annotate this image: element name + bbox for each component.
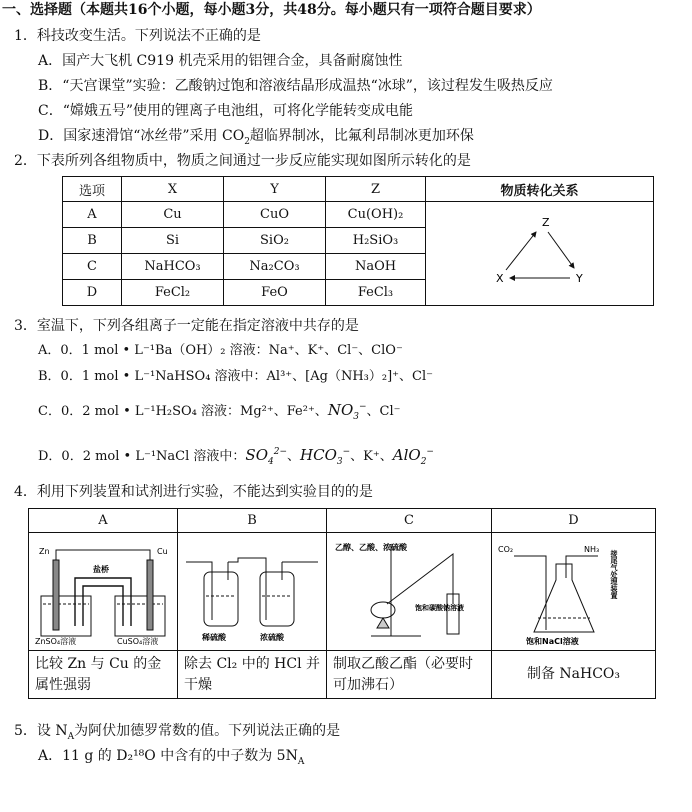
q4-apparatus-b-cell bbox=[178, 533, 327, 651]
q3-c-ion: $NO_3^-$ bbox=[327, 401, 367, 422]
q2-row-c-y: Na₂CO₃ bbox=[224, 254, 326, 280]
q2-row-c-x: NaHCO₃ bbox=[122, 254, 224, 280]
q1-option-d[interactable] bbox=[38, 126, 474, 146]
q2-row-b-x: Si bbox=[122, 228, 224, 254]
q4-apparatus-d bbox=[494, 534, 654, 646]
q5-stem: 5．设 $N_A$为阿伏加德罗常数的值。下列说法正确的是 bbox=[14, 723, 341, 742]
label-cuso4: CuSO₄溶液 bbox=[117, 636, 159, 646]
q4-table bbox=[28, 508, 656, 699]
cu-electrode bbox=[147, 560, 153, 630]
q3-option-c[interactable] bbox=[38, 400, 401, 422]
q5-option-a[interactable]: A．11 g 的 D₂¹⁸O 中含有的中子数为 $5N_A$ bbox=[38, 748, 305, 767]
q3-option-a[interactable]: A．0．1 mol • L⁻¹Ba（OH）₂ 溶液：Na⁺、K⁺、Cl⁻、ClO⁻ bbox=[38, 343, 403, 358]
q2-header-y: Y bbox=[224, 177, 326, 202]
q2-triangle-diagram bbox=[490, 212, 590, 292]
q1-option-c[interactable]: C．“嫦娥五号”使用的锂离子电池组，可将化学能转变成电能 bbox=[38, 103, 414, 119]
label-znso4: ZnSO₄溶液 bbox=[35, 636, 77, 646]
wash-bottle-left bbox=[204, 572, 238, 626]
q3-d-mid: 、K⁺、 bbox=[350, 449, 393, 464]
q3-d-ion-bicarbonate: $HCO_3^-$ bbox=[300, 446, 351, 467]
q2-header-relation: 物质转化关系 bbox=[426, 177, 654, 202]
q4-stem: 4．利用下列装置和试剂进行实验，不能达到实验目的的是 bbox=[14, 484, 373, 500]
q2-header-z: Z bbox=[326, 177, 426, 202]
q4-header-b: B bbox=[178, 509, 327, 533]
salt-bridge bbox=[75, 578, 131, 626]
q4-apparatus-c-cell bbox=[327, 533, 492, 651]
q2-row-d-x: FeCl₂ bbox=[122, 280, 224, 306]
q2-row-b-z: H₂SiO₃ bbox=[326, 228, 426, 254]
q3-option-d[interactable] bbox=[38, 445, 434, 467]
q3-option-b[interactable]: B．0．1 mol • L⁻¹NaHSO₄ 溶液中：Al³⁺、[Ag（NH₃）₂]⁺、Cl⁻ bbox=[38, 369, 433, 384]
q1-stem: 1．科技改变生活。下列说法不正确的是 bbox=[14, 28, 261, 44]
q2-header-x: X bbox=[122, 177, 224, 202]
label-conc-h2so4: 浓硫酸 bbox=[260, 632, 284, 642]
conical-flask bbox=[534, 564, 594, 632]
q2-diagram-cell bbox=[426, 202, 654, 306]
q4-apparatus-d-cell bbox=[492, 533, 656, 651]
q4-apparatus-c bbox=[331, 534, 487, 646]
q2-row-b-option: B bbox=[63, 228, 122, 254]
label-salt-bridge: 盐桥 bbox=[93, 564, 109, 574]
q4-caption-b: 除去 Cl₂ 中的 HCl 并干燥 bbox=[178, 651, 327, 699]
q2-row-a-z: Cu(OH)₂ bbox=[326, 202, 426, 228]
q2-arrow-x-z bbox=[506, 232, 536, 270]
q2-diagram-y: Y bbox=[575, 271, 583, 285]
label-nacl: 饱和NaCl溶液 bbox=[525, 636, 579, 646]
q4-caption-a: 比较 Zn 与 Cu 的金属性强弱 bbox=[29, 651, 178, 699]
label-reagents: 乙醇、乙酸、浓硫酸 bbox=[335, 542, 407, 552]
wash-bottle-right bbox=[260, 572, 294, 626]
q4-header-c: C bbox=[327, 509, 492, 533]
q3-c-post: 、Cl⁻ bbox=[366, 404, 401, 419]
q2-row-a-y: CuO bbox=[224, 202, 326, 228]
q2-row-a-option: A bbox=[63, 202, 122, 228]
q4-apparatus-a bbox=[33, 534, 173, 646]
q4-header-d: D bbox=[492, 509, 656, 533]
q2-row-c-z: NaOH bbox=[326, 254, 426, 280]
label-cu: Cu bbox=[157, 546, 168, 556]
q3-d-ion-sulfate: $SO_4^{2-}$ bbox=[245, 446, 288, 467]
q2-row-d-y: FeO bbox=[224, 280, 326, 306]
label-dilute-h2so4: 稀硫酸 bbox=[202, 632, 226, 642]
q4-caption-d: 制备 NaHCO₃ bbox=[492, 651, 656, 699]
q4-apparatus-b bbox=[182, 534, 322, 646]
q1-d-pre: D．国家速滑馆“冰丝带”采用 CO bbox=[38, 128, 245, 144]
label-zn: Zn bbox=[39, 546, 50, 556]
section-title: 一、选择题（本题共16个小题，每小题3分，共48分。每小题只有一项符合题目要求） bbox=[2, 2, 541, 18]
q3-stem: 3．室温下，下列各组离子一定能在指定溶液中共存的是 bbox=[14, 318, 359, 334]
wire bbox=[56, 550, 150, 560]
q2-row-a-x: Cu bbox=[122, 202, 224, 228]
label-tail-gas: 接尾气处理装置 bbox=[609, 549, 618, 599]
q2-row-d-option: D bbox=[63, 280, 122, 306]
q3-d-pre: D．0．2 mol • L⁻¹NaCl 溶液中： bbox=[38, 449, 246, 464]
q1-d-sub: 2 bbox=[244, 136, 250, 147]
gas-tubes bbox=[186, 558, 318, 574]
q2-arrow-z-y bbox=[548, 232, 574, 268]
q4-caption-c: 制取乙酸乙酯（必要时可加沸石） bbox=[327, 651, 492, 699]
q2-diagram-z: Z bbox=[541, 215, 550, 229]
label-na2co3: 饱和碳酸钠溶液 bbox=[415, 603, 464, 612]
q4-apparatus-a-cell bbox=[29, 533, 178, 651]
delivery-tube bbox=[387, 554, 453, 604]
label-co2: CO₂ bbox=[497, 544, 513, 554]
q2-row-b-y: SiO₂ bbox=[224, 228, 326, 254]
q2-row-d-z: FeCl₃ bbox=[326, 280, 426, 306]
q2-diagram-x: X bbox=[495, 271, 504, 285]
iron-stand bbox=[371, 544, 421, 636]
q3-c-pre: C．0．2 mol • L⁻¹H₂SO₄ 溶液：Mg²⁺、Fe²⁺、 bbox=[38, 404, 328, 419]
q2-row-c-option: C bbox=[63, 254, 122, 280]
q1-d-post: 超临界制冰，比氟利昂制冰更加环保 bbox=[249, 128, 474, 144]
alcohol-lamp-flame bbox=[377, 618, 389, 628]
q3-d-ion-aluminate: AlO$_2$− bbox=[392, 446, 434, 467]
q2-header-option: 选项 bbox=[63, 177, 122, 202]
zn-electrode bbox=[53, 560, 59, 630]
q2-stem: 2．下表所列各组物质中，物质之间通过一步反应能实现如图所示转化的是 bbox=[14, 153, 471, 169]
q4-header-a: A bbox=[29, 509, 178, 533]
q1-option-a[interactable]: A．国产大飞机 C919 机壳采用的铝锂合金，具备耐腐蚀性 bbox=[38, 53, 403, 69]
label-nh3: NH₃ bbox=[583, 544, 599, 554]
inner-tubes bbox=[212, 558, 282, 620]
q3-d-sep: 、 bbox=[287, 449, 301, 464]
q1-option-b[interactable]: B．“天宫课堂”实验：乙酸钠过饱和溶液结晶形成温热“冰球”，该过程发生吸热反应 bbox=[38, 78, 553, 94]
q2-table bbox=[62, 176, 654, 306]
